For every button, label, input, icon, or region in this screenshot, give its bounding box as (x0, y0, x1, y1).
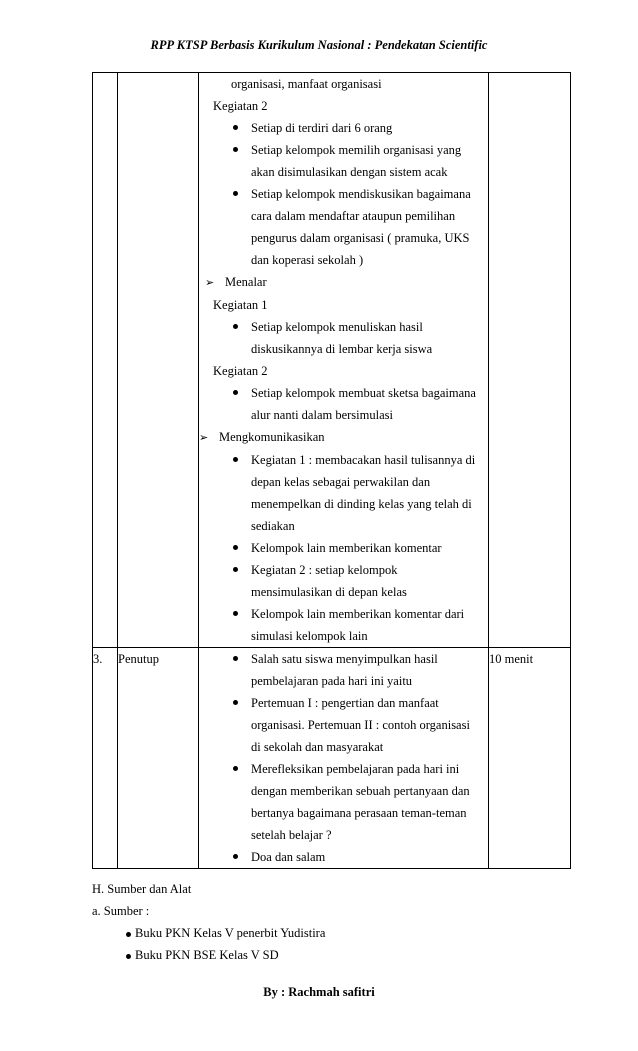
row1-activity-cell (199, 73, 489, 648)
list-item: Setiap kelompok menuliskan hasil (199, 316, 488, 338)
section-subheading: ➢ Menalar (199, 271, 488, 294)
bullet-icon (126, 954, 131, 959)
list-item: Doa dan salam (199, 846, 488, 868)
time-label: 10 menit (489, 652, 534, 666)
bullet-icon (126, 932, 131, 937)
bullet-icon (233, 854, 238, 859)
list-item: Setiap kelompok membuat sketsa bagaimana (199, 382, 488, 404)
bullet-icon (233, 147, 238, 152)
list-item: Setiap kelompok mendiskusikan bagaimana (199, 183, 488, 205)
author-byline: By : Rachmah safitri (263, 985, 375, 999)
text-line: setelah belajar ? (251, 828, 332, 842)
text-line: pengurus dalam organisasi ( pramuka, UKS (251, 231, 470, 245)
arrow-bullet-icon: ➢ (199, 431, 209, 444)
section-subheading: ➢ Mengkomunikasikan (199, 426, 488, 449)
bullet-icon (233, 766, 238, 771)
row1-time-cell (489, 73, 571, 648)
row2-stage-cell (118, 648, 199, 869)
row-number: 3. (93, 652, 103, 666)
activity-heading: Kegiatan 2 (213, 99, 268, 113)
arrow-bullet-icon: ➢ (205, 276, 215, 289)
list-item: Kelompok lain memberikan komentar (199, 537, 488, 559)
list-item: Setiap di terdiri dari 6 orang (199, 117, 488, 139)
page-header: RPP KTSP Berbasis Kurikulum Nasional : Pendekatan Scientific (150, 38, 488, 52)
text-line: sediakan (251, 519, 295, 533)
text-line: organisasi. Pertemuan II : contoh organisasi (251, 718, 470, 732)
resources-section (92, 878, 592, 966)
bullet-icon (233, 324, 238, 329)
text-line: organisasi, manfaat organisasi (231, 77, 382, 91)
table-row (93, 648, 571, 869)
list-item: Merefleksikan pembelajaran pada hari ini (199, 758, 488, 780)
text-line: di sekolah dan masyarakat (251, 740, 384, 754)
bullet-icon (233, 545, 238, 550)
text-line: cara dalam mendaftar ataupun pemilihan (251, 209, 456, 223)
text-line: depan kelas sebagai perwakilan dan (251, 475, 431, 489)
bullet-icon (233, 125, 238, 130)
text-line: akan disimulasikan dengan sistem acak (251, 165, 448, 179)
text-line: diskusikannya di lembar kerja siswa (251, 342, 433, 356)
row2-no-cell (93, 648, 118, 869)
row1-no-cell (93, 73, 118, 648)
bullet-icon (233, 390, 238, 395)
row2-activity-cell (199, 648, 489, 869)
section-heading: H. Sumber dan Alat (92, 882, 192, 896)
list-item: Setiap kelompok memilih organisasi yang (199, 139, 488, 161)
list-item: Buku PKN Kelas V penerbit Yudistira (92, 922, 592, 944)
list-item: Kegiatan 2 : setiap kelompok (199, 559, 488, 581)
bullet-icon (233, 457, 238, 462)
text-line: dengan memberikan sebuah pertanyaan dan (251, 784, 470, 798)
bullet-icon (233, 191, 238, 196)
section-sub-a: a. Sumber : (92, 904, 150, 918)
text-line: bertanya bagaimana perasaan teman-teman (251, 806, 467, 820)
stage-label: Penutup (118, 652, 159, 666)
bullet-icon (233, 700, 238, 705)
text-line: simulasi kelompok lain (251, 629, 368, 643)
list-item: Salah satu siswa menyimpulkan hasil (199, 648, 488, 670)
row1-stage-cell (118, 73, 199, 648)
text-line: mensimulasikan di depan kelas (251, 585, 407, 599)
activity-table (92, 72, 571, 869)
activity-heading: Kegiatan 1 (213, 298, 268, 312)
list-item: Kelompok lain memberikan komentar dari (199, 603, 488, 625)
table-row (93, 73, 571, 648)
text-line: dan koperasi sekolah ) (251, 253, 364, 267)
activity-heading: Kegiatan 2 (213, 364, 268, 378)
text-line: menempelkan di dinding kelas yang telah di (251, 497, 472, 511)
text-line: alur nanti dalam bersimulasi (251, 408, 393, 422)
list-item: Buku PKN BSE Kelas V SD (92, 944, 592, 966)
text-line: pembelajaran pada hari ini yaitu (251, 674, 413, 688)
bullet-icon (233, 567, 238, 572)
list-item: Pertemuan I : pengertian dan manfaat (199, 692, 488, 714)
bullet-icon (233, 656, 238, 661)
row2-time-cell (489, 648, 571, 869)
list-item: Kegiatan 1 : membacakan hasil tulisannya di (199, 449, 488, 471)
bullet-icon (233, 611, 238, 616)
